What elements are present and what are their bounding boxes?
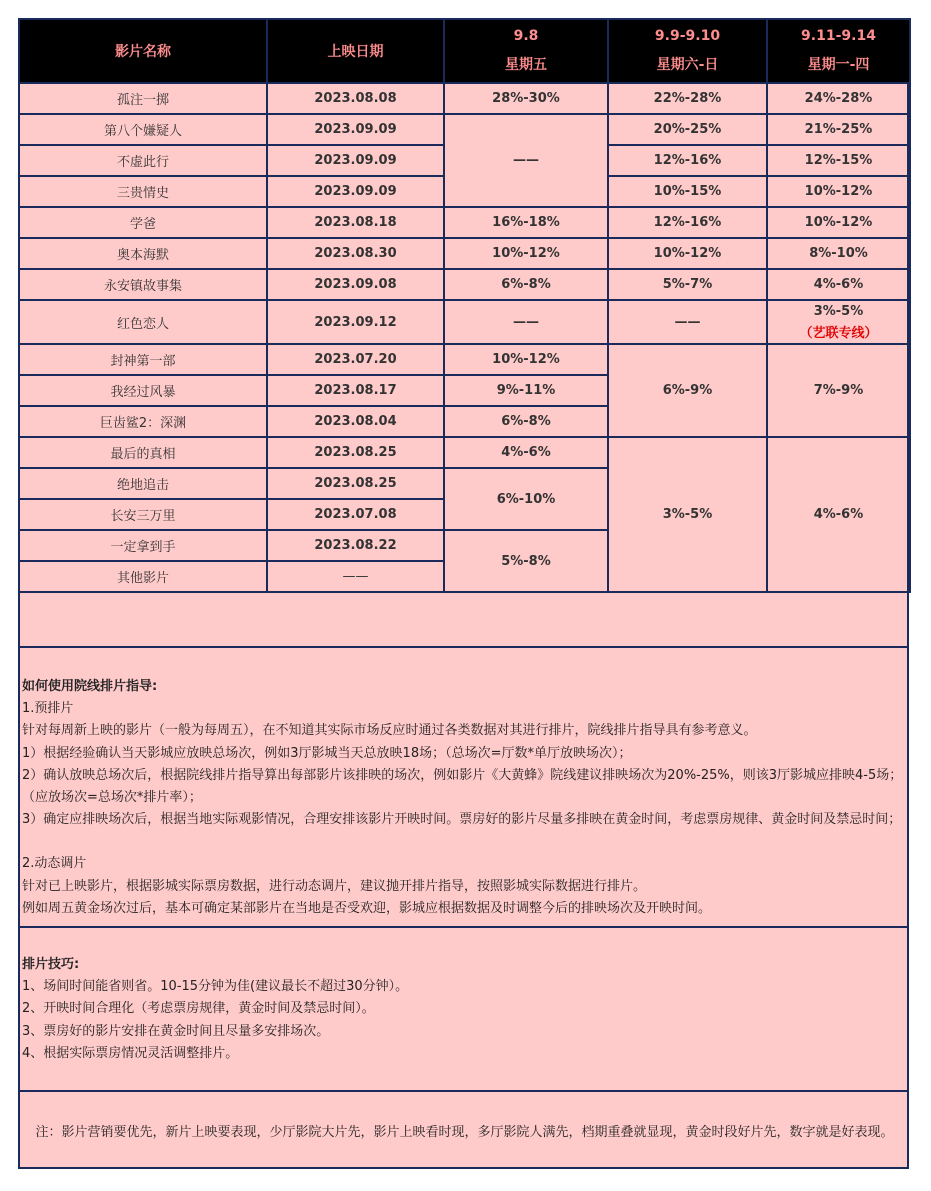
tips-section (20, 926, 907, 1092)
rate-col2: 6%-9% (608, 344, 767, 437)
release-date: 2023.09.12 (267, 300, 444, 344)
header-col3 (767, 19, 910, 83)
table-row (19, 238, 910, 269)
release-date: 2023.08.18 (267, 207, 444, 238)
tips-title: 排片技巧: (22, 957, 80, 972)
footer-note: 注：影片营销要优先，新片上映要表现，少厅影院大片先，影片上映看时现，多厅影院人满先，档期重叠就显现，黄金时段好片先，数字就是好表现。 (35, 1125, 894, 1140)
guide-p1-step3: 3）确定应排映场次后，根据当地实际观影情况，合理安排该影片开映时间。票房好的影片尽量多排映在黄金时间，考虑票房规律、黄金时间及禁忌时间； (22, 812, 902, 828)
guide-p2-line2: 例如周五黄金场次过后，基本可确定某部影片在当地是否受欢迎，影城应根据数据及时调整今后的排映场次及开映时间。 (22, 900, 712, 916)
rate-col3: 4%-6% (767, 269, 910, 300)
rate-col1: 4%-6% (444, 437, 608, 468)
rate-col1: 9%-11% (444, 375, 608, 406)
guide-p1-step2: 2）确认放映总场次后，根据院线排片指导算出每部影片该排映的场次，例如影片《大黄蜂》院线建议排映场次为20%-25%，则该3厅影城应排映4-5场； (22, 767, 903, 783)
table-row (19, 437, 910, 468)
table-row (19, 83, 910, 114)
header-col2-date: 9.9-9.10 (654, 28, 721, 44)
rate-col3: 21%-25% (767, 114, 910, 145)
rate-col2: 20%-25% (608, 114, 767, 145)
film-name: 一定拿到手 (19, 530, 267, 561)
film-name: 我经过风暴 (19, 375, 267, 406)
rate-col3: 24%-28% (767, 83, 910, 114)
rate-col3-cell (767, 300, 910, 344)
film-name: 不虚此行 (19, 145, 267, 176)
header-col1-day: 星期五 (505, 57, 547, 73)
film-name: 孤注一掷 (19, 83, 267, 114)
rate-col1: —— (444, 114, 608, 207)
rate-col1: 28%-30% (444, 83, 608, 114)
release-date: 2023.08.17 (267, 375, 444, 406)
table-row (19, 344, 910, 375)
film-name: 红色恋人 (19, 300, 267, 344)
release-date: 2023.09.08 (267, 269, 444, 300)
tip-item: 2、开映时间合理化（考虑票房规律，黄金时间及禁忌时间）。 (22, 1001, 375, 1017)
table-row (19, 114, 910, 145)
header-release: 上映日期 (267, 19, 444, 83)
guide-p1-intro: 针对每周新上映的影片（一般为每周五），在不知道其实际市场反应时通过各类数据对其进行排片，院线排片指导具有参考意义。 (22, 723, 757, 739)
rate-col1: 10%-12% (444, 344, 608, 375)
release-date: 2023.07.20 (267, 344, 444, 375)
header-col2-day: 星期六-日 (656, 57, 719, 73)
guide-p1-step2-formula: （应放场次=总场次*排片率）； (22, 790, 202, 806)
release-date: 2023.08.25 (267, 468, 444, 499)
rate-col1: 6%-8% (444, 269, 608, 300)
table-header-row (19, 19, 910, 83)
rate-col1: 6%-10% (444, 468, 608, 530)
film-name: 奥本海默 (19, 238, 267, 269)
film-name: 学爸 (19, 207, 267, 238)
guide-p2-title: 2.动态调片 (22, 856, 87, 872)
film-name: 其他影片 (19, 561, 267, 592)
film-name: 长安三万里 (19, 499, 267, 530)
table-row (19, 269, 910, 300)
header-col3-day: 星期一-四 (807, 57, 870, 73)
rate-col2: 12%-16% (608, 207, 767, 238)
rate-col3: 10%-12% (767, 207, 910, 238)
rate-col3: 4%-6% (767, 437, 910, 592)
rate-col3: 3%-5% (813, 303, 864, 319)
film-name: 三贵情史 (19, 176, 267, 207)
rate-col1: 16%-18% (444, 207, 608, 238)
guide-p1-step1: 1）根据经验确认当天影城应放映总场次，例如3厅影城当天总放映18场；（总场次=厅数*单厅放映场次）； (22, 745, 632, 761)
release-date: 2023.09.09 (267, 114, 444, 145)
guide-p2-line1: 针对已上映影片，根据影城实际票房数据，进行动态调片，建议抛开排片指导，按照影城实际数据进行排片。 (22, 878, 647, 894)
header-col2 (608, 19, 767, 83)
spacer (22, 831, 907, 853)
guide-title: 如何使用院线排片指导: (22, 679, 158, 694)
rate-col1: 10%-12% (444, 238, 608, 269)
table-row (19, 207, 910, 238)
release-date: 2023.08.25 (267, 437, 444, 468)
header-col1 (444, 19, 608, 83)
rate-col2: 10%-15% (608, 176, 767, 207)
header-col1-date: 9.8 (513, 28, 539, 44)
rate-col1: —— (444, 300, 608, 344)
film-name: 第八个嫌疑人 (19, 114, 267, 145)
rate-col2: 5%-7% (608, 269, 767, 300)
film-name: 绝地追击 (19, 468, 267, 499)
rate-col3: 10%-12% (767, 176, 910, 207)
release-date: 2023.07.08 (267, 499, 444, 530)
usage-guide-section (20, 646, 907, 944)
schedule-table (18, 18, 911, 593)
release-date: 2023.08.04 (267, 406, 444, 437)
guide-p1-title: 1.预排片 (22, 701, 74, 717)
film-name: 巨齿鲨2：深渊 (19, 406, 267, 437)
rate-col3: 8%-10% (767, 238, 910, 269)
release-date: 2023.09.09 (267, 145, 444, 176)
rate-col2: 12%-16% (608, 145, 767, 176)
rate-col2: 22%-28% (608, 83, 767, 114)
tip-item: 4、根据实际票房情况灵活调整排片。 (22, 1045, 239, 1061)
release-date: 2023.08.08 (267, 83, 444, 114)
rate-col3: 12%-15% (767, 145, 910, 176)
rate-col3: 7%-9% (767, 344, 910, 437)
release-date: —— (267, 561, 444, 592)
tip-item: 1、场间时间能省则省。10-15分钟为佳(建议最长不超过30分钟）。 (22, 979, 409, 995)
rate-col1: 6%-8% (444, 406, 608, 437)
rate-col1: 5%-8% (444, 530, 608, 592)
film-name: 最后的真相 (19, 437, 267, 468)
release-date: 2023.08.22 (267, 530, 444, 561)
header-col3-date: 9.11-9.14 (801, 28, 876, 44)
note-section (20, 1090, 907, 1169)
release-date: 2023.08.30 (267, 238, 444, 269)
schedule-document (18, 18, 909, 1169)
rate-col2: 3%-5% (608, 437, 767, 592)
rate-col2: 10%-12% (608, 238, 767, 269)
film-name: 封神第一部 (19, 344, 267, 375)
film-name: 永安镇故事集 (19, 269, 267, 300)
table-row (19, 300, 910, 344)
release-date: 2023.09.09 (267, 176, 444, 207)
header-film: 影片名称 (19, 19, 267, 83)
tip-item: 3、票房好的影片安排在黄金时间且尽量多安排场次。 (22, 1023, 330, 1039)
rate-col2: —— (608, 300, 767, 344)
art-line-note: （艺联专线） (799, 325, 878, 341)
